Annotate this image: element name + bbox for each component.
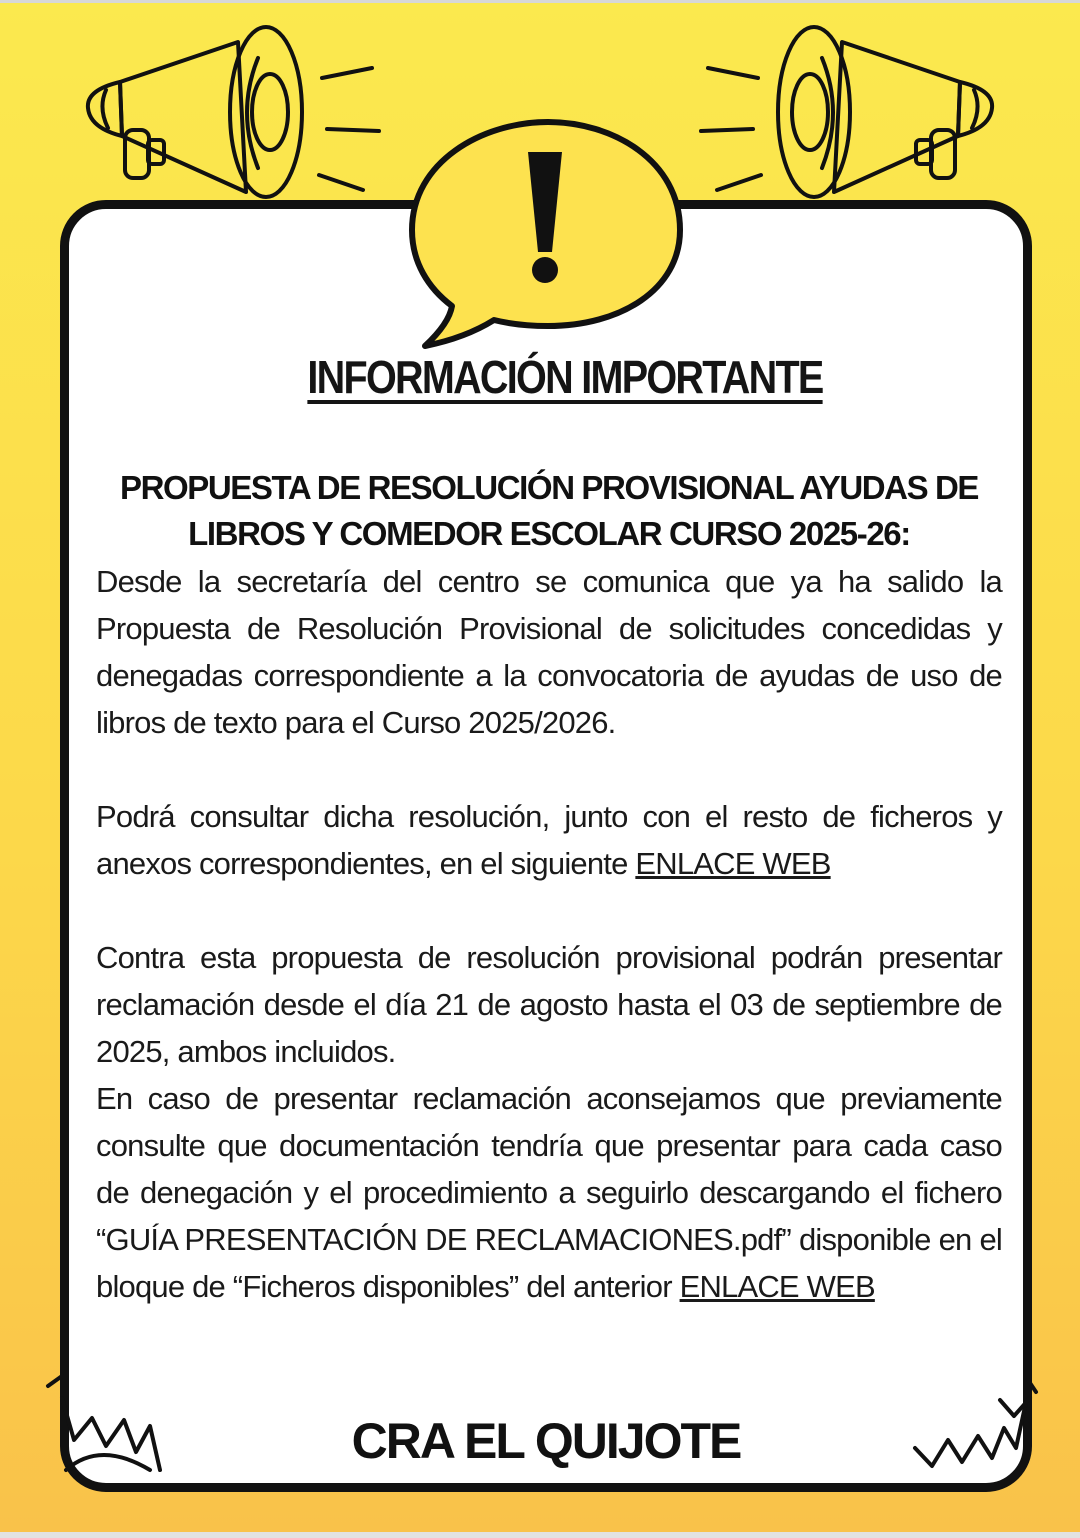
announcement-heading — [96, 465, 1002, 557]
exclamation-bubble-icon — [0, 0, 1080, 360]
web-link[interactable]: ENLACE WEB — [635, 846, 831, 881]
web-link-2[interactable]: ENLACE WEB — [679, 1269, 875, 1304]
paragraph-consult — [96, 793, 1002, 887]
paragraph-claims-guide — [96, 1075, 1002, 1310]
heading-line-2: LIBROS Y COMEDOR ESCOLAR CURSO 2025-26: — [188, 515, 910, 552]
paragraph-publication: Desde la secretaría del centro se comunica que ya ha salido la Propuesta de Resolución Provisional de solicitudes concedidas y denegadas correspondiente a la convocatoria de ayudas de uso de libros de texto para el Curso 2025/2026. — [96, 564, 1002, 740]
school-name: CRA EL QUIJOTE — [351, 1413, 741, 1469]
page-title: INFORMACIÓN IMPORTANTE — [307, 351, 823, 403]
paragraph-claims-period: Contra esta propuesta de resolución provisional podrán presentar reclamación desde el día 21 de agosto hasta el 03 de septiembre de 2025, ambos incluidos. — [96, 940, 1002, 1069]
heading-line-1: PROPUESTA DE RESOLUCIÓN PROVISIONAL AYUDAS DE — [119, 469, 979, 506]
paragraph-claims-guide-text: En caso de presentar reclamación aconsejamos que previamente consulte que documentación tendría que presentar para cada caso de denegación y el procedimiento a seguirlo descargando el fichero “GUÍA PRESENTACIÓN DE RECLAMACIONES.pdf” disponible en el bloque de “Ficheros disponibles” del anterior — [96, 1081, 1002, 1304]
announcement-body — [96, 558, 1002, 1310]
paragraph-consult-text: Podrá consultar dicha resolución, junto con el resto de ficheros y anexos correspondientes, en el siguiente — [96, 799, 1002, 881]
bottom-edge — [0, 1532, 1080, 1538]
